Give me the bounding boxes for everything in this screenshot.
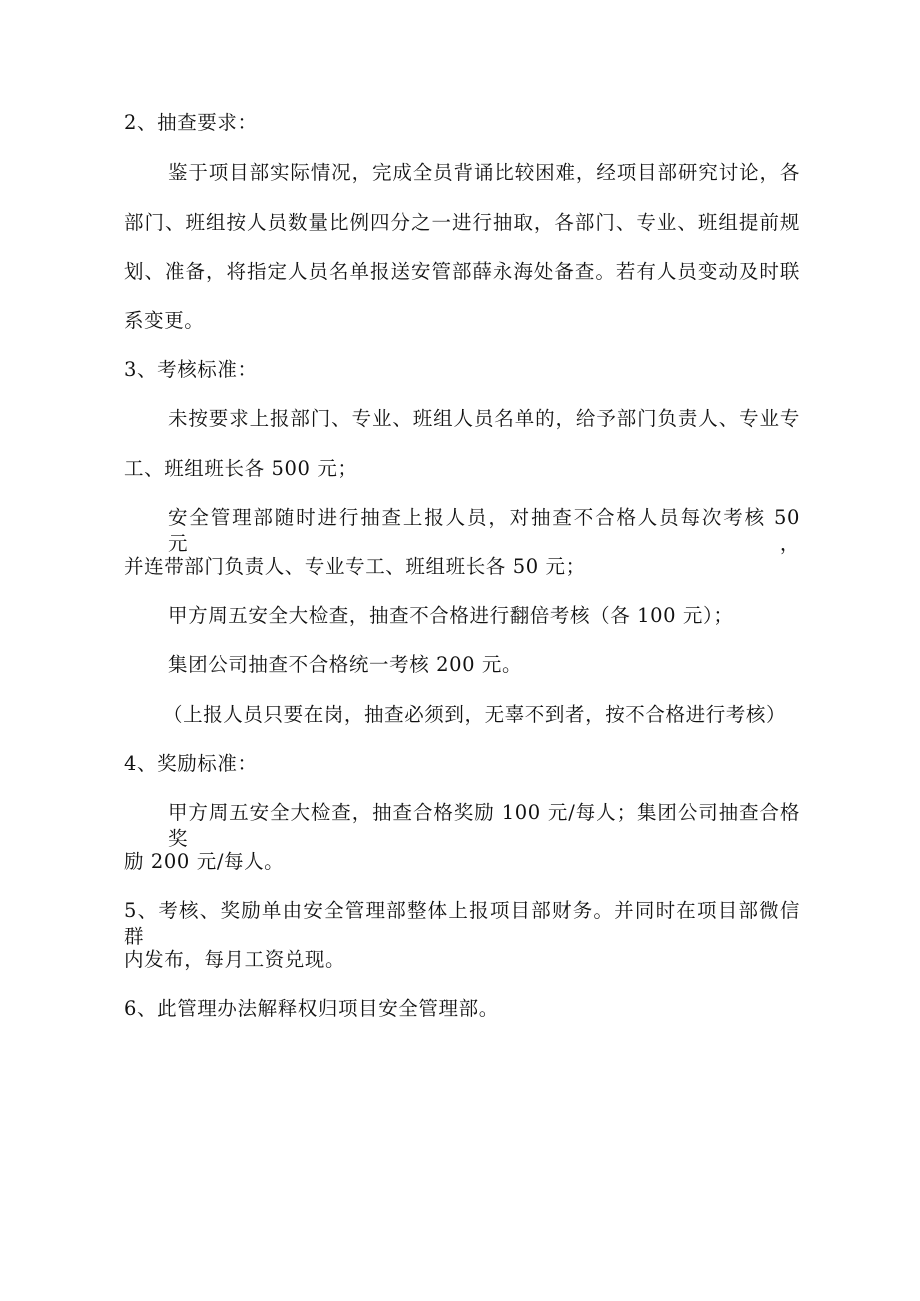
section-4-line-1: 甲方周五安全大检查，抽查合格奖励 100 元/每人；集团公司抽查合格奖 — [168, 801, 800, 850]
section-3-p2-line-2: 并连带部门负责人、专业专工、班组班长各 50 元； — [124, 555, 586, 578]
section-3-p1-line-2: 工、班组班长各 500 元； — [124, 457, 358, 480]
section-2-heading: 2、抽查要求： — [124, 111, 258, 134]
section-2-line-4: 系变更。 — [124, 309, 205, 332]
section-3-heading: 3、考核标准： — [124, 358, 258, 381]
section-2-line-3: 划、准备，将指定人员名单报送安管部薛永海处备查。若有人员变动及时联 — [124, 260, 800, 283]
section-4-heading: 4、奖励标准： — [124, 752, 258, 775]
section-3-p1-line-1: 未按要求上报部门、专业、班组人员名单的，给予部门负责人、专业专 — [168, 407, 800, 430]
section-2-line-2: 部门、班组按人员数量比例四分之一进行抽取，各部门、专业、班组提前规 — [124, 211, 800, 234]
section-3-p4: 集团公司抽查不合格统一考核 200 元。 — [168, 653, 523, 676]
section-3-p2-line-1: 安全管理部随时进行抽查上报人员，对抽查不合格人员每次考核 50 元， — [168, 506, 800, 555]
section-4-line-2: 励 200 元/每人。 — [124, 850, 285, 873]
section-3-p3: 甲方周五安全大检查，抽查不合格进行翻倍考核（各 100 元）； — [168, 604, 734, 627]
section-3-note: （上报人员只要在岗，抽查必须到，无辜不到者，按不合格进行考核） — [163, 703, 787, 726]
section-6-line: 6、此管理办法解释权归项目安全管理部。 — [124, 997, 499, 1020]
section-5-line-1: 5、考核、奖励单由安全管理部整体上报项目部财务。并同时在项目部微信群 — [124, 899, 800, 948]
section-5-line-2: 内发布，每月工资兑现。 — [124, 948, 346, 971]
section-2-line-1: 鉴于项目部实际情况，完成全员背诵比较困难，经项目部研究讨论，各 — [168, 161, 800, 184]
